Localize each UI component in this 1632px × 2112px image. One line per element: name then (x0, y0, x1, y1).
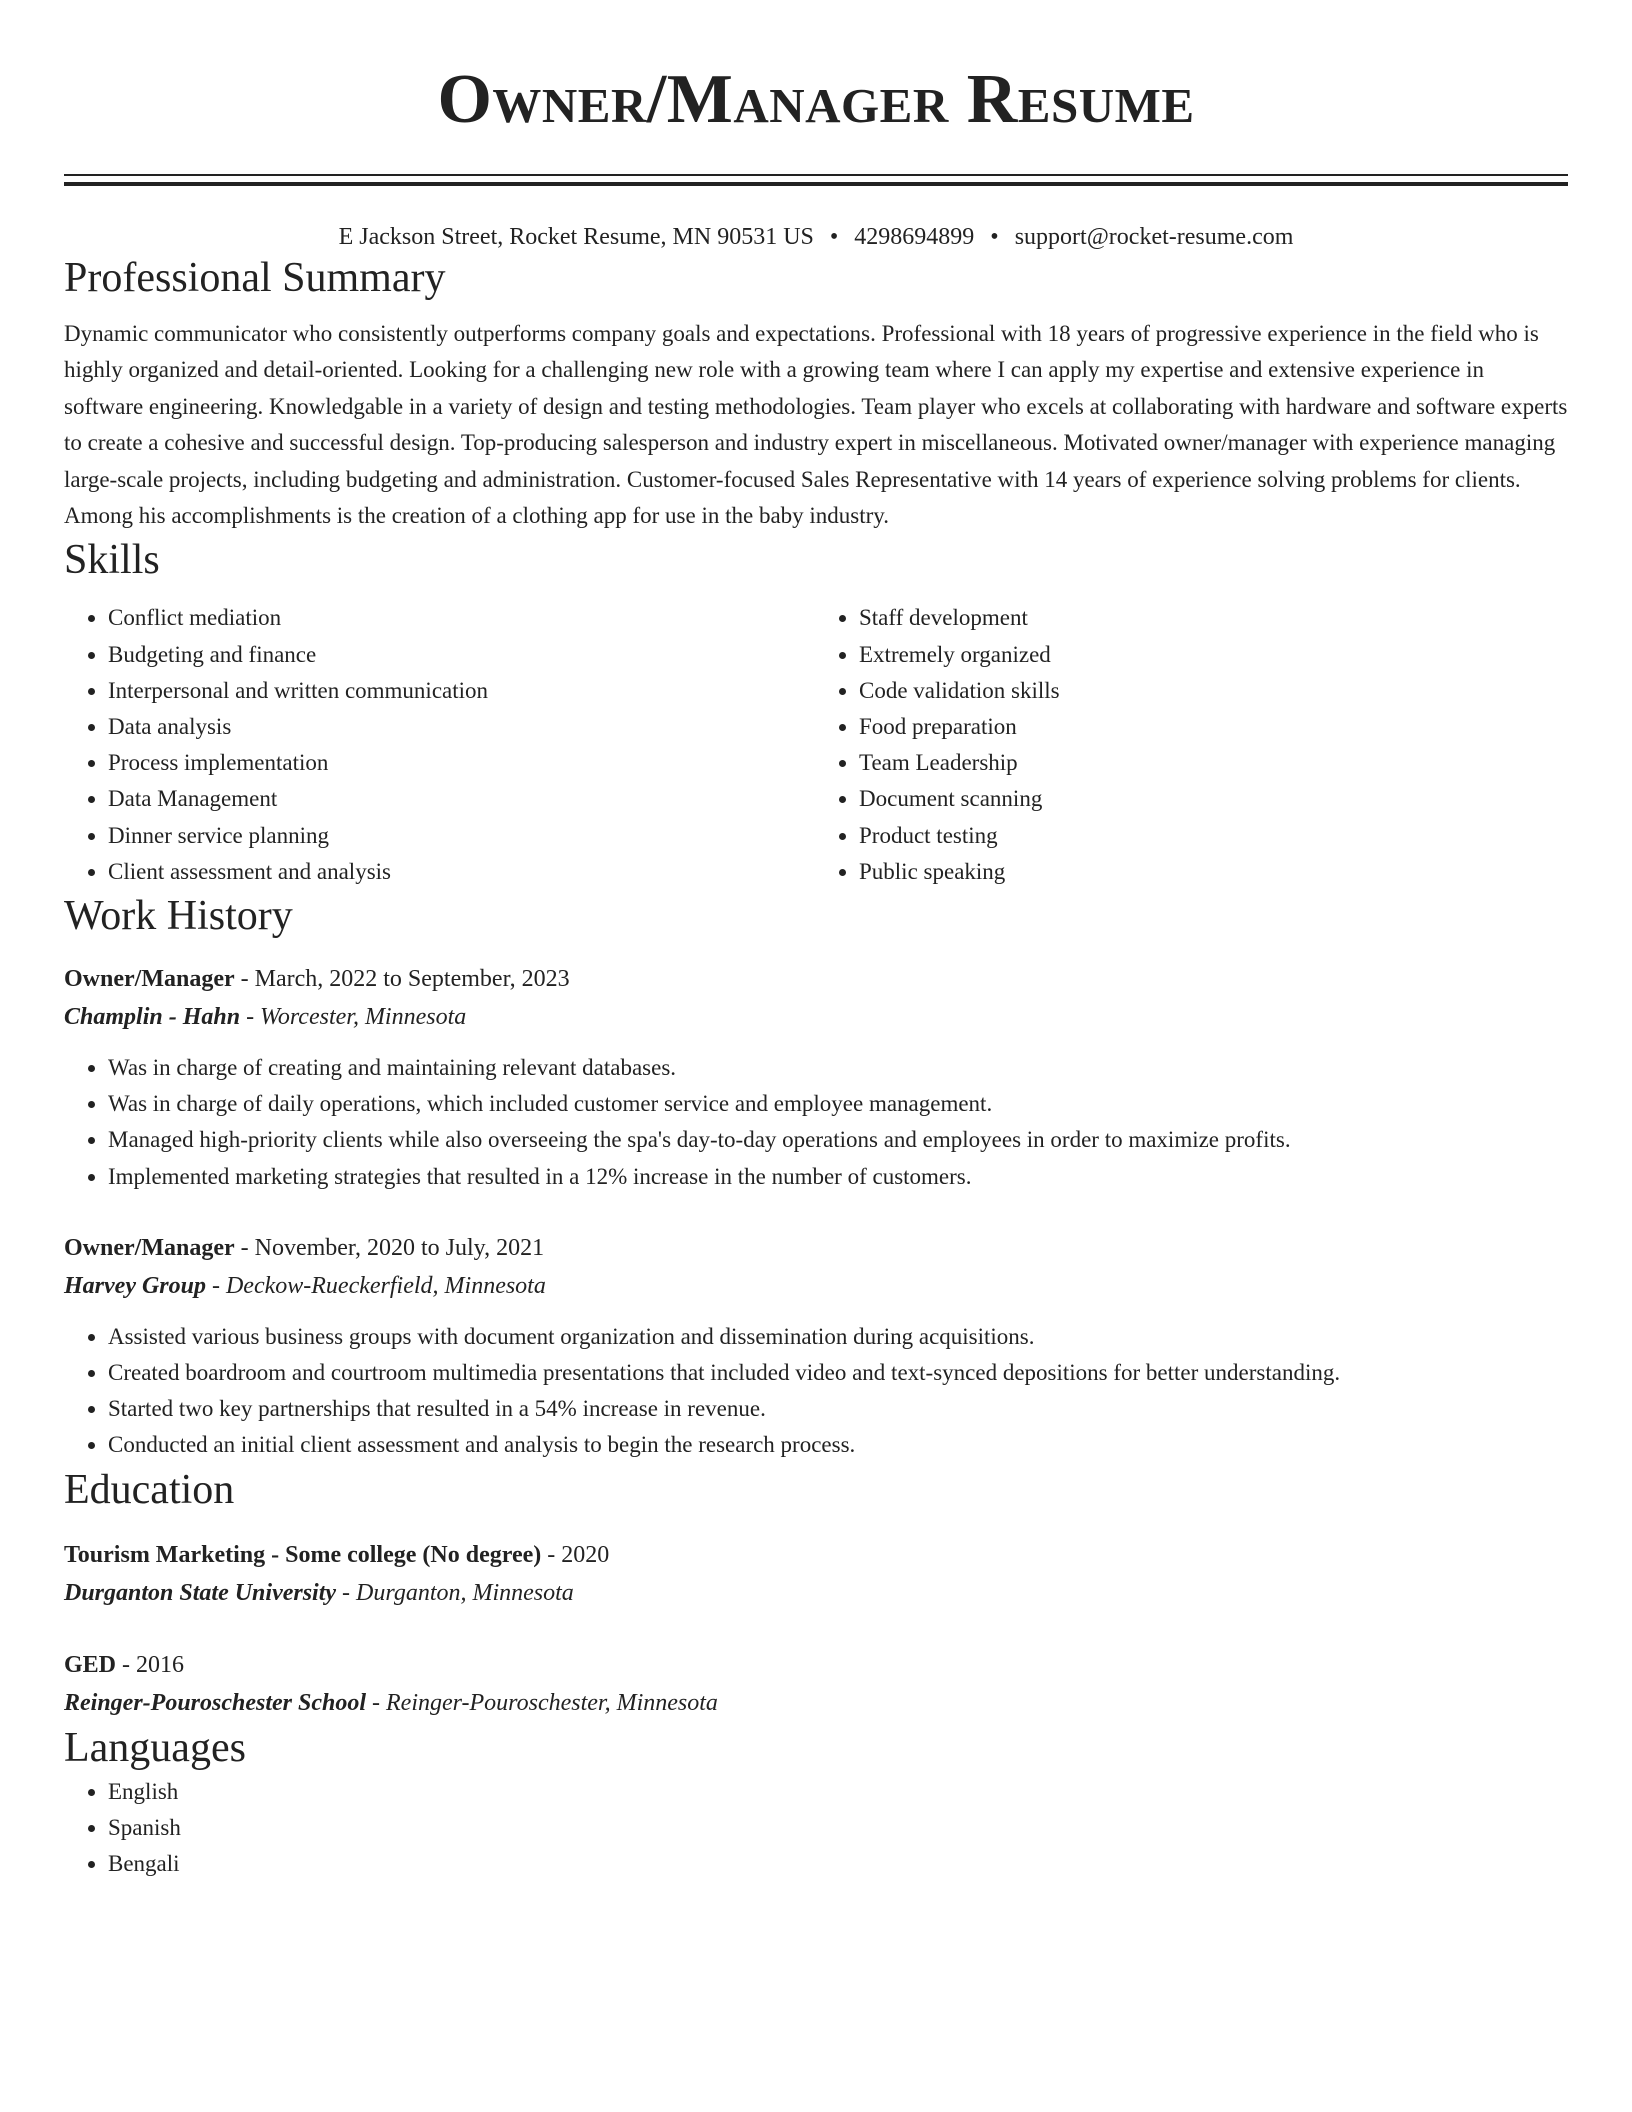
job-bullet: • Created boardroom and courtroom multimedia presentations that included video and text-synced depositions for better understanding. (108, 1355, 1568, 1391)
education-year: - 2020 (541, 1541, 610, 1568)
skill-item: • Team Leadership (859, 745, 1568, 781)
skills-list-right (816, 600, 1568, 890)
skill-item: • Product testing (859, 818, 1568, 854)
contact-line (64, 222, 1568, 252)
skill-item: • Food preparation (859, 709, 1568, 745)
education-entry (64, 1536, 1568, 1612)
skills-heading: Skills (64, 537, 160, 584)
skill-item: • Code validation skills (859, 673, 1568, 709)
job-bullet: • Assisted various business groups with document organization and dissemination during acquisitions. (108, 1319, 1568, 1355)
skill-item: • Interpersonal and written communication (108, 673, 816, 709)
education-school: Durganton State University (64, 1579, 337, 1606)
job-bullet: • Was in charge of creating and maintaining relevant databases. (108, 1050, 1568, 1086)
education-degree: Tourism Marketing - Some college (No degree) (64, 1541, 542, 1568)
title-divider-thick (64, 182, 1568, 186)
contact-address: E Jackson Street, Rocket Resume, MN 90531 US (338, 224, 814, 250)
job-location: - Worcester, Minnesota (240, 1004, 467, 1031)
job-dates: - November, 2020 to July, 2021 (234, 1234, 545, 1261)
job-bullet: • Managed high-priority clients while also overseeing the spa's day-to-day operations and employees in order to maximize profits. (108, 1122, 1568, 1158)
language-item: • English (108, 1774, 1568, 1810)
skill-item: • Client assessment and analysis (108, 854, 816, 890)
job-location: - Deckow-Rueckerfield, Minnesota (205, 1272, 546, 1299)
job-entry (64, 1229, 1568, 1464)
skill-item: • Document scanning (859, 781, 1568, 817)
skill-item: • Public speaking (859, 854, 1568, 890)
education-location: - Reinger-Pouroschester, Minnesota (366, 1689, 718, 1716)
job-title: Owner/Manager (64, 966, 235, 993)
job-title: Owner/Manager (64, 1234, 235, 1261)
job-bullet: • Was in charge of daily operations, which included customer service and employee management. (108, 1086, 1568, 1122)
job-entry (64, 960, 1568, 1195)
skill-item: • Extremely organized (859, 637, 1568, 673)
job-title-line (64, 960, 1568, 998)
skills-column-right (816, 600, 1568, 890)
language-item: • Spanish (108, 1810, 1568, 1846)
skill-item: • Process implementation (108, 745, 816, 781)
skill-item: • Dinner service planning (108, 818, 816, 854)
contact-phone: 4298694899 (854, 224, 975, 250)
skill-item: • Conflict mediation (108, 600, 816, 636)
skills-list-left (64, 600, 816, 890)
education-school-line (64, 1684, 1568, 1722)
education-degree-line (64, 1646, 1568, 1684)
education-year: - 2016 (116, 1651, 185, 1678)
education-degree-line (64, 1536, 1568, 1574)
education-school: Reinger-Pouroschester School (64, 1689, 367, 1716)
contact-separator: • (829, 224, 839, 250)
skills-grid (64, 600, 1568, 890)
education-location: - Durganton, Minnesota (336, 1579, 574, 1606)
skill-item: • Budgeting and finance (108, 637, 816, 673)
skill-item: • Data Management (108, 781, 816, 817)
job-bullet: • Conducted an initial client assessment and analysis to begin the research process. (108, 1427, 1568, 1463)
summary-text: Dynamic communicator who consistently outperforms company goals and expectations. Professional with 18 years of progressive experience in the field who is highly organized and detail-oriented. Looking for a challenging new role with a growing team where I can apply my expertise and extensive experience in software engineering. Knowledgable in a variety of design and testing methodologies. Team player who excels at collaborating with hardware and software experts to create a cohesive and successful design. Top-producing salesperson and industry expert in miscellaneous. Motivated owner/manager with experience managing large-scale projects, including budgeting and administration. Customer-focused Sales Representative with 14 years of experience solving problems for clients. Among his accomplishments is the creation of a clothing app for use in the baby industry. (64, 321, 1568, 529)
education-degree: GED (64, 1651, 117, 1678)
job-bullet: • Implemented marketing strategies that resulted in a 12% increase in the number of customers. (108, 1159, 1568, 1195)
job-dates: - March, 2022 to September, 2023 (234, 966, 570, 993)
title-divider-thin (64, 174, 1568, 176)
work-history-heading: Work History (64, 893, 293, 940)
job-bullets (64, 1319, 1568, 1464)
skills-column-left (64, 600, 816, 890)
summary-heading: Professional Summary (64, 255, 446, 301)
education-entry (64, 1646, 1568, 1722)
job-company-line (64, 1267, 1568, 1305)
resume-title: Owner/Manager Resume (437, 61, 1195, 138)
skill-item: • Data analysis (108, 709, 816, 745)
job-company: Champlin - Hahn (64, 1004, 241, 1031)
languages-list (64, 1774, 1568, 1883)
job-company-line (64, 998, 1568, 1036)
contact-email: support@rocket-resume.com (1014, 224, 1294, 250)
job-bullets (64, 1050, 1568, 1195)
language-item: • Bengali (108, 1846, 1568, 1882)
education-school-line (64, 1574, 1568, 1612)
job-bullet: • Started two key partnerships that resulted in a 54% increase in revenue. (108, 1391, 1568, 1427)
skill-item: • Staff development (859, 600, 1568, 636)
job-company: Harvey Group (64, 1272, 206, 1299)
job-title-line (64, 1229, 1568, 1267)
languages-heading: Languages (64, 1724, 246, 1771)
contact-separator: • (990, 224, 999, 250)
education-heading: Education (64, 1466, 235, 1513)
